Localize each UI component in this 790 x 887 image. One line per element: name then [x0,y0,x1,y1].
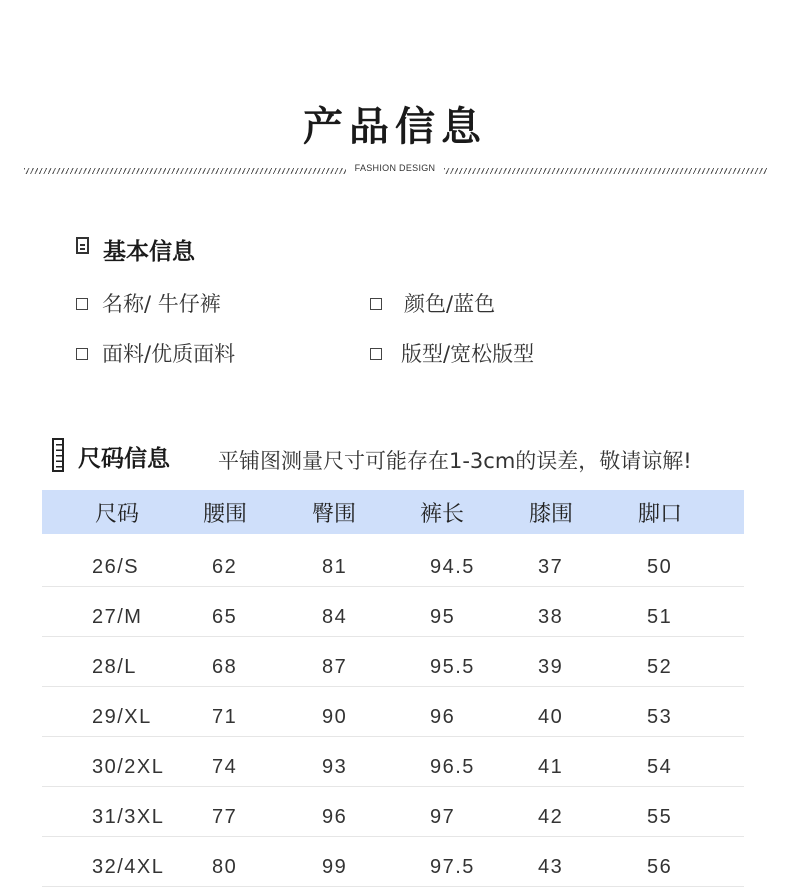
cell-hip: 81 [322,556,348,578]
basic-info-heading: 基本信息 [103,239,195,265]
cell-hem: 52 [647,656,673,678]
column-header-length: 裤长 [420,502,465,527]
checkbox-icon [76,348,88,360]
divider-hatch-right [444,168,768,174]
cell-hem: 53 [647,706,673,728]
cell-hip: 99 [322,856,348,878]
column-header-hem: 脚口 [638,502,683,527]
cell-knee: 42 [538,806,564,828]
cell-waist: 74 [212,756,238,778]
cell-length: 96 [430,706,456,728]
cell-hem: 50 [647,556,673,578]
table-row [42,586,744,637]
size-info-heading: 尺码信息 [78,446,170,472]
checkbox-icon [370,298,382,310]
info-item-color-text: 颜色/蓝色 [404,292,496,316]
info-item-fit-text: 版型/宽松版型 [401,342,535,366]
cell-size: 27/M [92,606,143,628]
info-item-fabric [76,338,235,368]
column-header-hip: 臀围 [312,502,357,527]
cell-knee: 40 [538,706,564,728]
info-item-fit [370,338,534,368]
info-item-name [76,288,221,318]
cell-hem: 56 [647,856,673,878]
cell-waist: 62 [212,556,238,578]
cell-hem: 51 [647,606,673,628]
cell-size: 31/3XL [92,806,165,828]
measurement-note: 平铺图测量尺寸可能存在1-3cm的误差，敬请谅解! [218,449,692,473]
divider-hatch-left [24,168,346,174]
cell-size: 28/L [92,656,137,678]
cell-size: 30/2XL [92,756,165,778]
table-row [42,536,744,587]
info-item-fabric-text: 面料/优质面料 [102,342,236,366]
cell-hip: 87 [322,656,348,678]
cell-knee: 39 [538,656,564,678]
info-item-name-text: 名称/ 牛仔裤 [102,292,221,316]
divider-label: FASHION DESIGN [354,163,436,173]
ruler-icon [52,438,64,472]
column-header-waist: 腰围 [203,502,248,527]
page-title: 产品信息 [303,104,487,150]
cell-hip: 90 [322,706,348,728]
cell-length: 95.5 [430,656,475,678]
cell-size: 32/4XL [92,856,165,878]
cell-length: 97 [430,806,456,828]
cell-hem: 54 [647,756,673,778]
cell-waist: 71 [212,706,238,728]
cell-waist: 77 [212,806,238,828]
cell-length: 97.5 [430,856,475,878]
checkbox-icon [370,348,382,360]
checkbox-icon [76,298,88,310]
column-header-size: 尺码 [95,502,140,527]
cell-waist: 65 [212,606,238,628]
cell-knee: 37 [538,556,564,578]
cell-length: 96.5 [430,756,475,778]
cell-waist: 68 [212,656,238,678]
cell-hem: 55 [647,806,673,828]
document-icon [76,237,89,254]
cell-knee: 43 [538,856,564,878]
fashion-design-divider [24,163,768,179]
cell-knee: 38 [538,606,564,628]
cell-length: 94.5 [430,556,475,578]
cell-length: 95 [430,606,456,628]
info-item-color [370,288,495,318]
cell-knee: 41 [538,756,564,778]
column-header-knee: 膝围 [529,502,574,527]
cell-size: 26/S [92,556,140,578]
cell-hip: 96 [322,806,348,828]
cell-waist: 80 [212,856,238,878]
cell-hip: 84 [322,606,348,628]
table-row [42,636,744,687]
cell-size: 29/XL [92,706,152,728]
cell-hip: 93 [322,756,348,778]
